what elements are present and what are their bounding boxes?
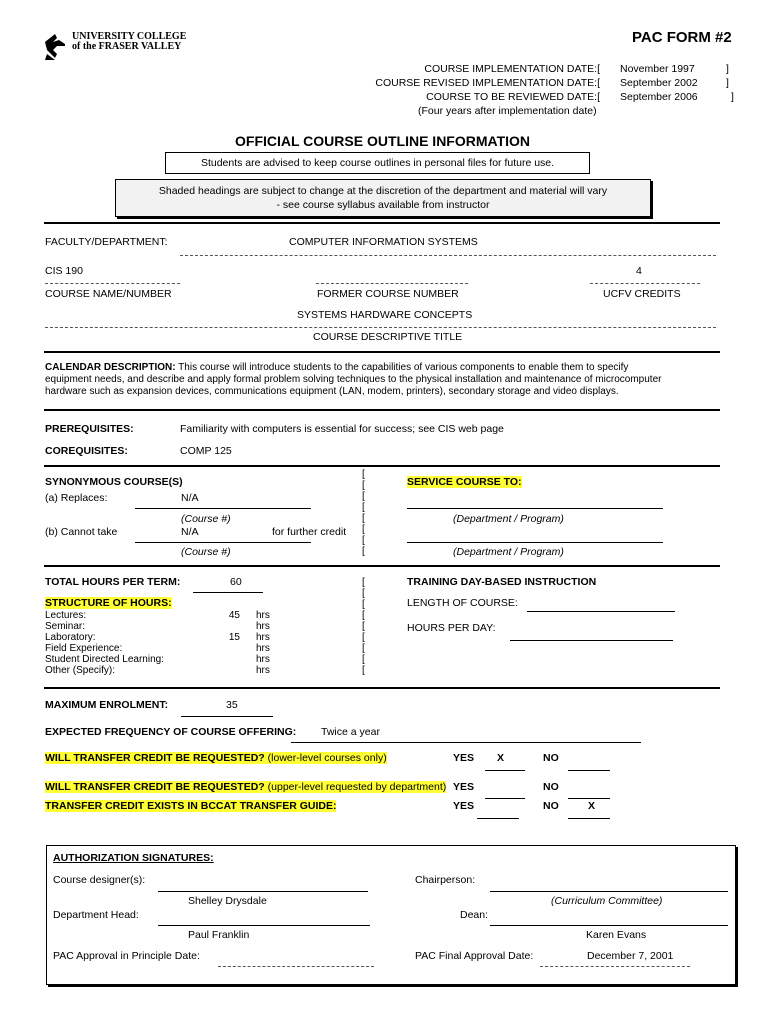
- total-hours-label: TOTAL HOURS PER TERM:: [45, 576, 181, 588]
- head-label: Department Head:: [53, 909, 139, 921]
- divider: [44, 351, 720, 353]
- hours-row-value: [222, 621, 240, 632]
- transfer-q2-bold: WILL TRANSFER CREDIT BE REQUESTED?: [45, 781, 265, 793]
- service-line-2: [407, 542, 663, 543]
- per-day-line: [510, 640, 673, 641]
- hours-row-unit: hrs: [256, 610, 270, 621]
- faculty-value: COMPUTER INFORMATION SYSTEMS: [289, 236, 478, 248]
- hours-row-label: Student Directed Learning:: [45, 654, 164, 665]
- calendar-description: [45, 362, 628, 373]
- q3-yes-line: [477, 818, 519, 819]
- no-label: NO: [543, 781, 559, 793]
- revised-date-value: September 2002: [620, 77, 698, 89]
- frequency-label: EXPECTED FREQUENCY OF COURSE OFFERING:: [45, 726, 297, 738]
- no-label: NO: [543, 800, 559, 812]
- total-hours-line: [193, 592, 263, 593]
- credits-value: 4: [636, 265, 642, 277]
- pac-final-value: December 7, 2001: [587, 950, 674, 962]
- dean-label: Dean:: [460, 909, 489, 921]
- divider: [44, 687, 720, 689]
- impl-date-value: November 1997: [620, 63, 695, 75]
- q1-yes-mark: X: [497, 752, 505, 764]
- hours-units: [256, 610, 270, 676]
- hours-row-unit: hrs: [256, 632, 270, 643]
- review-date-label: COURSE TO BE REVIEWED DATE:[: [426, 91, 600, 103]
- bracket-close: ]: [731, 91, 734, 103]
- hours-row-value: 15: [228, 632, 240, 643]
- designer-value: Shelley Drysdale: [188, 895, 267, 907]
- chair-value: (Curriculum Committee): [551, 895, 663, 907]
- dept-hint: (Department / Program): [453, 513, 564, 525]
- cannot-take-label: (b) Cannot take: [45, 526, 118, 538]
- calendar-line-1: This course will introduce students to the capabilities of various components to enable them to specify: [178, 362, 629, 373]
- bracket-close: ]: [726, 77, 729, 89]
- head-value: Paul Franklin: [188, 929, 250, 941]
- course-title-label: COURSE DESCRIPTIVE TITLE: [313, 331, 463, 343]
- authorization-box: [46, 845, 736, 985]
- frequency-line: [291, 742, 641, 743]
- cannot-take-line: [135, 542, 311, 543]
- transfer-q1-bold: WILL TRANSFER CREDIT BE REQUESTED?: [45, 752, 265, 764]
- q3-no-line: [568, 818, 610, 819]
- transfer-q1-rest: (lower-level courses only): [264, 752, 387, 764]
- logo-line-1: UNIVERSITY COLLEGE: [72, 31, 187, 42]
- course-title-value: SYSTEMS HARDWARE CONCEPTS: [297, 309, 473, 321]
- max-enrolment-line: [181, 716, 273, 717]
- head-line[interactable]: [158, 925, 370, 926]
- hours-row-label: Laboratory:: [45, 632, 96, 643]
- calendar-line-3: hardware such as expansion devices, communications equipment (LAN, modem, printers), secondary storage and video displays.: [45, 386, 619, 397]
- hours-row-label: Lectures:: [45, 610, 87, 621]
- hours-row-unit: hrs: [256, 621, 270, 632]
- dean-value: Karen Evans: [586, 929, 647, 941]
- hours-labels: [45, 610, 164, 676]
- yes-label: YES: [453, 781, 475, 793]
- yes-label: YES: [453, 752, 475, 764]
- page-title: OFFICIAL COURSE OUTLINE INFORMATION: [235, 133, 531, 149]
- hours-row-label: Field Experience:: [45, 643, 123, 654]
- structure-label: STRUCTURE OF HOURS:: [45, 597, 172, 609]
- service-label: SERVICE COURSE TO:: [407, 476, 522, 488]
- course-hint: (Course #): [181, 513, 231, 525]
- dept-hint: (Department / Program): [453, 546, 564, 558]
- length-line: [527, 611, 675, 612]
- divider: [44, 409, 720, 411]
- yes-label: YES: [453, 800, 475, 812]
- no-label: NO: [543, 752, 559, 764]
- form-title: PAC FORM #2: [632, 29, 732, 46]
- q1-yes-line: [485, 770, 525, 771]
- frequency-value: Twice a year: [321, 726, 380, 738]
- notice-line-1: Shaded headings are subject to change at the discretion of the department and material will vary: [158, 185, 608, 197]
- q2-yes-line: [485, 798, 525, 799]
- hours-row-value: [222, 643, 240, 654]
- dean-line[interactable]: [490, 925, 728, 926]
- revised-date-label: COURSE REVISED IMPLEMENTATION DATE:[: [375, 77, 600, 89]
- training-label: TRAINING DAY-BASED INSTRUCTION: [407, 576, 597, 588]
- course-number-label: COURSE NAME/NUMBER: [45, 288, 172, 300]
- pac-final-label: PAC Final Approval Date:: [415, 950, 534, 962]
- divider: [44, 565, 720, 567]
- impl-date-label: COURSE IMPLEMENTATION DATE:[: [424, 63, 600, 75]
- former-number-label: FORMER COURSE NUMBER: [317, 288, 459, 300]
- hours-row-unit: hrs: [256, 643, 270, 654]
- max-enrolment-label: MAXIMUM ENROLMENT:: [45, 699, 169, 711]
- course-number-line: [45, 283, 180, 284]
- notice-box-1: Students are advised to keep course outlines in personal files for future use.: [165, 152, 590, 174]
- synonymous-label: SYNONYMOUS COURSE(S): [45, 476, 183, 488]
- credits-line: [590, 283, 700, 284]
- prereq-label: PREREQUISITES:: [45, 423, 134, 435]
- hours-row-value: [222, 665, 240, 676]
- transfer-q2: [45, 781, 446, 793]
- service-line-1: [407, 508, 663, 509]
- course-hint: (Course #): [181, 546, 231, 558]
- divider: [44, 465, 720, 467]
- replaces-label: (a) Replaces:: [45, 492, 108, 504]
- course-title-line: [45, 327, 716, 328]
- bracket-close: ]: [726, 63, 729, 75]
- divider: [44, 222, 720, 224]
- q2-no-line: [568, 798, 610, 799]
- coreq-label: COREQUISITES:: [45, 445, 128, 457]
- cannot-take-value: N/A: [181, 526, 199, 538]
- pac-principle-label: PAC Approval in Principle Date:: [53, 950, 200, 962]
- hours-row-label: Other (Specify):: [45, 665, 116, 676]
- hours-values: [222, 610, 240, 676]
- per-day-label: HOURS PER DAY:: [407, 622, 496, 634]
- credits-label: UCFV CREDITS: [603, 288, 681, 300]
- auth-heading: AUTHORIZATION SIGNATURES:: [53, 852, 214, 864]
- logo-line-2: of the FRASER VALLEY: [72, 41, 182, 52]
- review-date-value: September 2006: [620, 91, 698, 103]
- hours-row-unit: hrs: [256, 665, 270, 676]
- hours-row-unit: hrs: [256, 654, 270, 665]
- coreq-value: COMP 125: [180, 445, 232, 457]
- designer-line[interactable]: [158, 891, 368, 892]
- hours-row-value: [222, 654, 240, 665]
- length-label: LENGTH OF COURSE:: [407, 597, 518, 609]
- hours-row-label: Seminar:: [45, 621, 86, 632]
- pac-final-line[interactable]: [540, 966, 690, 967]
- review-note: (Four years after implementation date): [418, 105, 597, 117]
- column-separator: [ [ [ [ [ [ [ [: [362, 469, 365, 557]
- max-enrolment-value: 35: [226, 699, 238, 711]
- faculty-label: FACULTY/DEPARTMENT:: [45, 236, 168, 248]
- column-separator: [ [ [ [ [ [ [ [ [: [362, 577, 365, 676]
- replaces-line: [135, 508, 311, 509]
- former-number-line: [316, 283, 468, 284]
- q1-no-line: [568, 770, 610, 771]
- faculty-line: [180, 255, 716, 256]
- further-credit: for further credit: [272, 526, 347, 538]
- transfer-q2-rest: (upper-level requested by department): [264, 781, 447, 793]
- prereq-value: Familiarity with computers is essential for success; see CIS web page: [180, 423, 504, 435]
- pac-principle-line[interactable]: [218, 966, 374, 967]
- transfer-q1: [45, 752, 387, 764]
- q3-no-mark: X: [588, 800, 596, 812]
- ucfv-logo-icon: [43, 32, 69, 60]
- calendar-label: CALENDAR DESCRIPTION:: [45, 362, 176, 373]
- total-hours-value: 60: [230, 576, 242, 588]
- course-number-value: CIS 190: [45, 265, 83, 277]
- hours-row-value: 45: [228, 610, 240, 621]
- designer-label: Course designer(s):: [53, 874, 146, 886]
- chair-line[interactable]: [490, 891, 728, 892]
- chair-label: Chairperson:: [415, 874, 476, 886]
- transfer-q3: TRANSFER CREDIT EXISTS IN BCCAT TRANSFER GUIDE:: [45, 800, 337, 812]
- replaces-value: N/A: [181, 492, 199, 504]
- notice-box-2: [115, 179, 651, 217]
- notice-line-2: - see course syllabus available from instructor: [276, 199, 490, 211]
- calendar-line-2: equipment needs, and describe and apply formal problem solving techniques to the physical installation and maintenance of microcomputer: [45, 374, 662, 385]
